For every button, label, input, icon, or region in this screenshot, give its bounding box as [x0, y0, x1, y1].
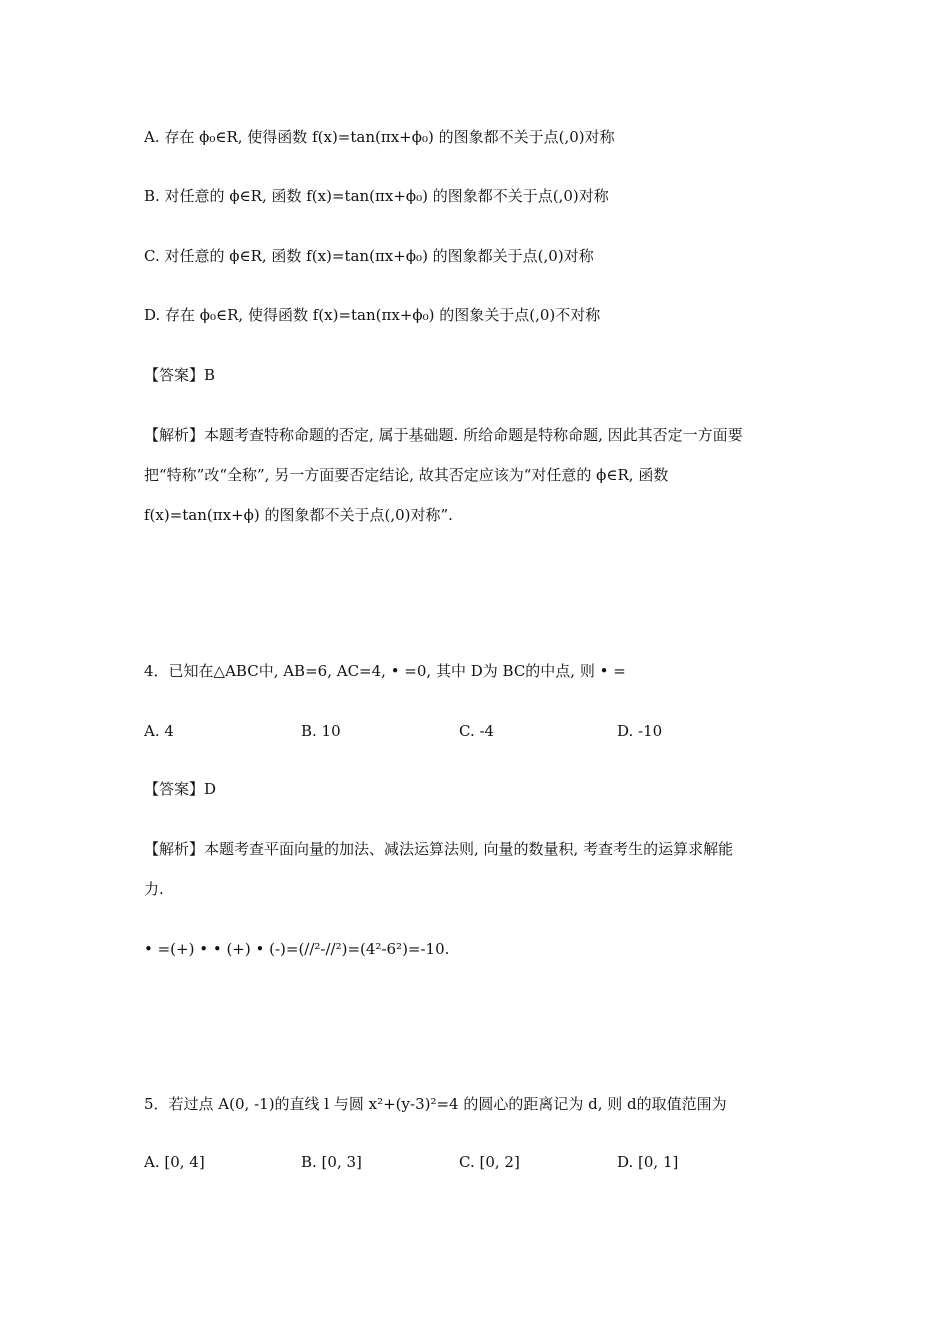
q4-formula: • =(+) • • (+) • (-)=(//²-//²)=(4²-6²)=-10.: [144, 940, 450, 958]
q5-option-b: B. [0, 3]: [301, 1153, 362, 1171]
q5-option-d: D. [0, 1]: [617, 1153, 679, 1171]
q3-option-b: B. 对任意的 ϕ∈R, 函数 f(x)=tan(πx+ϕ₀) 的图象都不关于点(,0)对称: [144, 187, 609, 205]
q5-option-c: C. [0, 2]: [459, 1153, 520, 1171]
q3-analysis-line-1: 【解析】本题考查特称命题的否定, 属于基础题. 所给命题是特称命题, 因此其否定一方面要: [144, 426, 743, 444]
q5-stem: 5．若过点 A(0, -1)的直线 l 与圆 x²+(y-3)²=4 的圆心的距离记为 d, 则 d的取值范围为: [144, 1095, 727, 1113]
q3-answer: 【答案】B: [144, 366, 216, 384]
q3-option-a: A. 存在 ϕ₀∈R, 使得函数 f(x)=tan(πx+ϕ₀) 的图象都不关于点(,0)对称: [144, 128, 615, 146]
q4-option-c: C. -4: [459, 722, 495, 740]
q4-option-b: B. 10: [301, 722, 341, 740]
q4-answer: 【答案】D: [144, 780, 217, 798]
q4-option-a: A. 4: [144, 722, 174, 740]
q4-analysis-line-1: 【解析】本题考查平面向量的加法、减法运算法则, 向量的数量积, 考查考生的运算求解能: [144, 840, 734, 858]
q5-option-a: A. [0, 4]: [144, 1153, 205, 1171]
q4-option-d: D. -10: [617, 722, 663, 740]
q3-analysis-line-2: 把“特称”改“全称”, 另一方面要否定结论, 故其否定应该为“对任意的 ϕ∈R, 函数: [144, 466, 669, 484]
q3-option-d: D. 存在 ϕ₀∈R, 使得函数 f(x)=tan(πx+ϕ₀) 的图象关于点(,0)不对称: [144, 306, 601, 324]
q4-stem: 4．已知在△ABC中, AB=6, AC=4, • =0, 其中 D为 BC的中点, 则 • =: [144, 662, 626, 680]
q3-analysis-line-3: f(x)=tan(πx+ϕ) 的图象都不关于点(,0)对称”.: [144, 506, 453, 524]
q3-option-c: C. 对任意的 ϕ∈R, 函数 f(x)=tan(πx+ϕ₀) 的图象都关于点(,0)对称: [144, 247, 594, 265]
q4-analysis-line-2: 力.: [144, 880, 164, 898]
